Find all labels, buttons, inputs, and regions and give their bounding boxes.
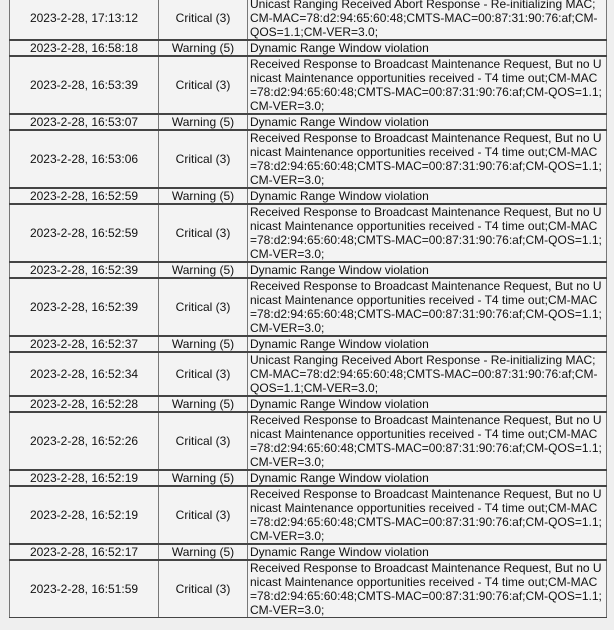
event-time-cell: 2023-2-28, 16:52:19	[10, 486, 159, 544]
event-description-cell: Dynamic Range Window violation	[248, 544, 607, 560]
table-row	[10, 0, 607, 40]
event-priority-cell: Critical (3)	[159, 56, 248, 114]
event-description-cell: Dynamic Range Window violation	[248, 470, 607, 486]
event-time-cell: 2023-2-28, 16:52:34	[10, 352, 159, 396]
event-description-cell: Dynamic Range Window violation	[248, 336, 607, 352]
event-priority-cell: Warning (5)	[159, 40, 248, 56]
event-priority-cell: Critical (3)	[159, 204, 248, 262]
table-row	[10, 544, 607, 560]
table-row	[10, 352, 607, 396]
event-time-cell: 2023-2-28, 16:52:37	[10, 336, 159, 352]
event-time-cell: 2023-2-28, 16:52:59	[10, 188, 159, 204]
event-description-cell: Received Response to Broadcast Maintenance Request, But no Unicast Maintenance opportunities received - T4 time out;CM-MAC=78:d2:94:65:60:48;CMTS-MAC=00:87:31:90:76:af;CM-QOS=1.1;CM-VER=3.0;	[248, 278, 607, 336]
table-row	[10, 560, 607, 618]
table-row	[10, 262, 607, 278]
event-description-cell: Dynamic Range Window violation	[248, 396, 607, 412]
event-priority-cell: Critical (3)	[159, 278, 248, 336]
table-row	[10, 40, 607, 56]
event-description-cell: Dynamic Range Window violation	[248, 40, 607, 56]
page-bottom-margin	[0, 618, 614, 630]
event-time-cell: 2023-2-28, 16:53:39	[10, 56, 159, 114]
event-time-cell: 2023-2-28, 16:51:59	[10, 560, 159, 618]
table-row	[10, 204, 607, 262]
event-priority-cell: Warning (5)	[159, 262, 248, 278]
event-description-cell: Dynamic Range Window violation	[248, 114, 607, 130]
table-row	[10, 56, 607, 114]
event-time-cell: 2023-2-28, 16:53:06	[10, 130, 159, 188]
table-row	[10, 486, 607, 544]
event-description-cell: Received Response to Broadcast Maintenance Request, But no Unicast Maintenance opportunities received - T4 time out;CM-MAC=78:d2:94:65:60:48;CMTS-MAC=00:87:31:90:76:af;CM-QOS=1.1;CM-VER=3.0;	[248, 486, 607, 544]
event-description-cell: Dynamic Range Window violation	[248, 262, 607, 278]
event-time-cell: 2023-2-28, 16:52:39	[10, 262, 159, 278]
table-row	[10, 114, 607, 130]
event-description-cell: Received Response to Broadcast Maintenance Request, But no Unicast Maintenance opportunities received - T4 time out;CM-MAC=78:d2:94:65:60:48;CMTS-MAC=00:87:31:90:76:af;CM-QOS=1.1;CM-VER=3.0;	[248, 560, 607, 618]
event-description-cell: Received Response to Broadcast Maintenance Request, But no Unicast Maintenance opportunities received - T4 time out;CM-MAC=78:d2:94:65:60:48;CMTS-MAC=00:87:31:90:76:af;CM-QOS=1.1;CM-VER=3.0;	[248, 412, 607, 470]
event-description-cell: Received Response to Broadcast Maintenance Request, But no Unicast Maintenance opportunities received - T4 time out;CM-MAC=78:d2:94:65:60:48;CMTS-MAC=00:87:31:90:76:af;CM-QOS=1.1;CM-VER=3.0;	[248, 56, 607, 114]
table-row	[10, 412, 607, 470]
event-time-cell: 2023-2-28, 16:52:39	[10, 278, 159, 336]
event-priority-cell: Critical (3)	[159, 0, 248, 40]
table-row	[10, 470, 607, 486]
event-priority-cell: Critical (3)	[159, 486, 248, 544]
event-log-table	[9, 0, 607, 619]
event-description-cell: Unicast Ranging Received Abort Response - Re-initializing MAC;CM-MAC=78:d2:94:65:60:48;CMTS-MAC=00:87:31:90:76:af;CM-QOS=1.1;CM-VER=3.0;	[248, 352, 607, 396]
table-row	[10, 336, 607, 352]
event-time-cell: 2023-2-28, 16:52:17	[10, 544, 159, 560]
event-time-cell: 2023-2-28, 16:53:07	[10, 114, 159, 130]
event-priority-cell: Warning (5)	[159, 544, 248, 560]
event-log-body	[10, 0, 607, 618]
table-row	[10, 396, 607, 412]
event-description-cell: Unicast Ranging Received Abort Response - Re-initializing MAC;CM-MAC=78:d2:94:65:60:48;CMTS-MAC=00:87:31:90:76:af;CM-QOS=1.1;CM-VER=3.0;	[248, 0, 607, 40]
event-time-cell: 2023-2-28, 17:13:12	[10, 0, 159, 40]
event-description-cell: Received Response to Broadcast Maintenance Request, But no Unicast Maintenance opportunities received - T4 time out;CM-MAC=78:d2:94:65:60:48;CMTS-MAC=00:87:31:90:76:af;CM-QOS=1.1;CM-VER=3.0;	[248, 130, 607, 188]
event-priority-cell: Critical (3)	[159, 130, 248, 188]
event-time-cell: 2023-2-28, 16:52:26	[10, 412, 159, 470]
table-row	[10, 130, 607, 188]
event-priority-cell: Warning (5)	[159, 396, 248, 412]
event-time-cell: 2023-2-28, 16:52:28	[10, 396, 159, 412]
event-description-cell: Received Response to Broadcast Maintenance Request, But no Unicast Maintenance opportunities received - T4 time out;CM-MAC=78:d2:94:65:60:48;CMTS-MAC=00:87:31:90:76:af;CM-QOS=1.1;CM-VER=3.0;	[248, 204, 607, 262]
event-priority-cell: Warning (5)	[159, 336, 248, 352]
table-row	[10, 278, 607, 336]
event-priority-cell: Warning (5)	[159, 188, 248, 204]
event-priority-cell: Critical (3)	[159, 412, 248, 470]
event-time-cell: 2023-2-28, 16:52:59	[10, 204, 159, 262]
event-priority-cell: Critical (3)	[159, 352, 248, 396]
event-description-cell: Dynamic Range Window violation	[248, 188, 607, 204]
event-priority-cell: Warning (5)	[159, 470, 248, 486]
event-time-cell: 2023-2-28, 16:58:18	[10, 40, 159, 56]
event-time-cell: 2023-2-28, 16:52:19	[10, 470, 159, 486]
table-row	[10, 188, 607, 204]
event-priority-cell: Critical (3)	[159, 560, 248, 618]
event-priority-cell: Warning (5)	[159, 114, 248, 130]
